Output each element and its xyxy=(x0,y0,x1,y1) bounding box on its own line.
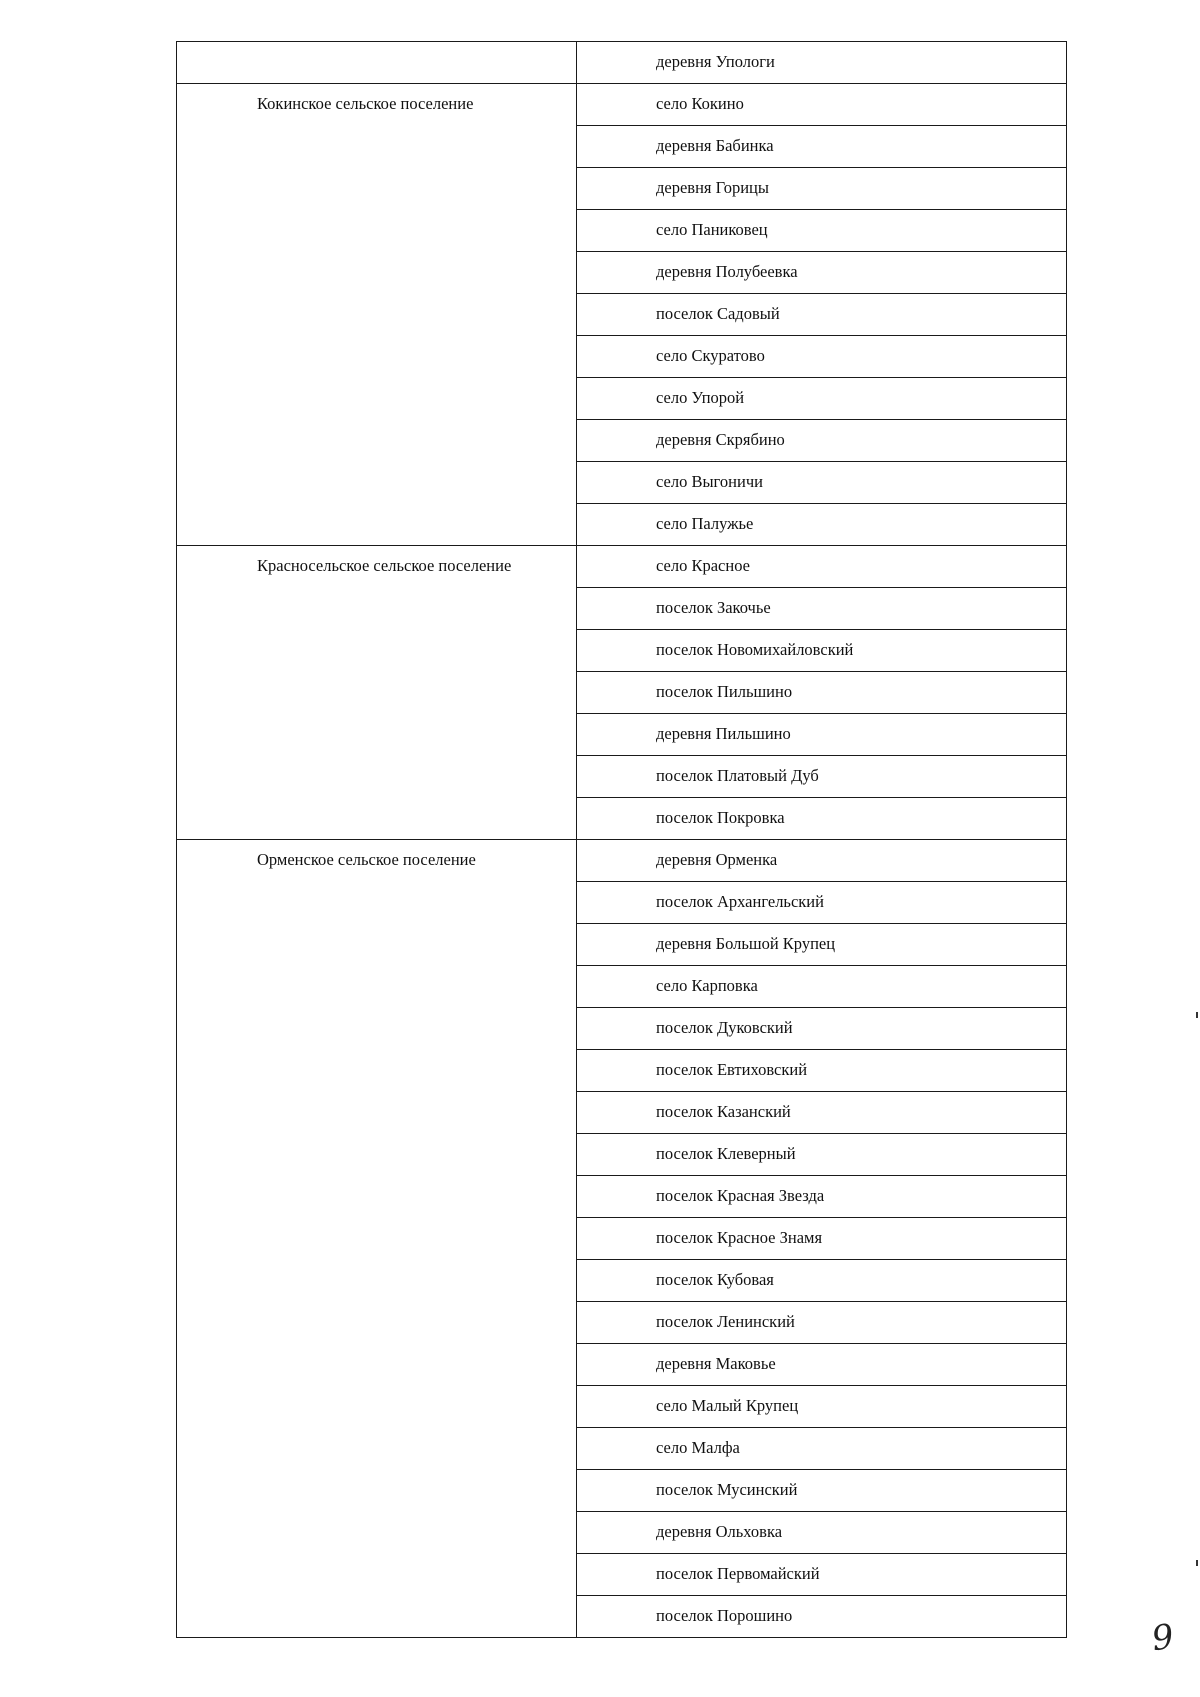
locality-cell xyxy=(577,1386,1067,1428)
locality-cell xyxy=(577,1092,1067,1134)
settlement-cell xyxy=(177,84,577,546)
locality-name: деревня Пильшино xyxy=(656,724,791,744)
locality-cell xyxy=(577,1134,1067,1176)
locality-cell xyxy=(577,504,1067,546)
locality-cell xyxy=(577,42,1067,84)
locality-name: деревня Скрябино xyxy=(656,430,785,450)
locality-name: поселок Клеверный xyxy=(656,1144,796,1164)
locality-cell xyxy=(577,630,1067,672)
locality-name: поселок Новомихайловский xyxy=(656,640,854,660)
locality-cell xyxy=(577,882,1067,924)
table-row xyxy=(177,840,1067,882)
locality-name: поселок Платовый Дуб xyxy=(656,766,819,786)
locality-cell xyxy=(577,1344,1067,1386)
locality-cell xyxy=(577,1260,1067,1302)
settlement-cell xyxy=(177,840,577,1638)
locality-name: поселок Красная Звезда xyxy=(656,1186,825,1206)
locality-name: село Палужье xyxy=(656,514,754,534)
locality-cell xyxy=(577,1512,1067,1554)
locality-name: деревня Ольховка xyxy=(656,1522,783,1542)
locality-cell xyxy=(577,1008,1067,1050)
locality-cell xyxy=(577,840,1067,882)
locality-name: село Малый Крупец xyxy=(656,1396,799,1416)
locality-cell xyxy=(577,336,1067,378)
locality-name: село Малфа xyxy=(656,1438,740,1458)
scan-margin-mark xyxy=(1196,1012,1198,1018)
locality-cell xyxy=(577,252,1067,294)
locality-name: село Кокино xyxy=(656,94,744,114)
locality-name: деревня Маковье xyxy=(656,1354,776,1374)
locality-name: деревня Бабинка xyxy=(656,136,774,156)
locality-name: село Выгоничи xyxy=(656,472,763,492)
locality-cell xyxy=(577,672,1067,714)
locality-name: поселок Ленинский xyxy=(656,1312,795,1332)
locality-name: село Скуратово xyxy=(656,346,765,366)
settlement-name: Орменское сельское поселение xyxy=(257,850,476,869)
settlements-table xyxy=(176,41,1067,1638)
locality-cell xyxy=(577,420,1067,462)
locality-cell xyxy=(577,1050,1067,1092)
locality-cell xyxy=(577,756,1067,798)
locality-name: село Упорой xyxy=(656,388,745,408)
locality-cell xyxy=(577,1218,1067,1260)
locality-name: деревня Полубеевка xyxy=(656,262,798,282)
locality-name: поселок Первомайский xyxy=(656,1564,820,1584)
locality-cell xyxy=(577,798,1067,840)
locality-name: поселок Садовый xyxy=(656,304,780,324)
locality-cell xyxy=(577,294,1067,336)
locality-cell xyxy=(577,1302,1067,1344)
locality-cell xyxy=(577,84,1067,126)
settlement-name: Кокинское сельское поселение xyxy=(257,94,474,113)
locality-name: поселок Мусинский xyxy=(656,1480,798,1500)
locality-name: поселок Пильшино xyxy=(656,682,793,702)
locality-name: поселок Евтиховский xyxy=(656,1060,808,1080)
locality-name: деревня Орменка xyxy=(656,850,778,870)
locality-cell xyxy=(577,1176,1067,1218)
locality-cell xyxy=(577,378,1067,420)
locality-name: поселок Покровка xyxy=(656,808,785,828)
locality-cell xyxy=(577,1554,1067,1596)
locality-cell xyxy=(577,588,1067,630)
scan-margin-mark xyxy=(1196,1560,1198,1566)
locality-name: поселок Порошино xyxy=(656,1606,793,1626)
locality-name: село Паниковец xyxy=(656,220,768,240)
locality-cell xyxy=(577,462,1067,504)
locality-cell xyxy=(577,168,1067,210)
locality-cell xyxy=(577,1596,1067,1638)
locality-name: деревня Упологи xyxy=(656,52,775,72)
locality-cell xyxy=(577,1470,1067,1512)
locality-cell xyxy=(577,966,1067,1008)
settlement-name xyxy=(177,42,576,54)
table-row xyxy=(177,84,1067,126)
page-number: 9 xyxy=(1149,1616,1177,1660)
locality-name: поселок Кубовая xyxy=(656,1270,774,1290)
locality-name: поселок Архангельский xyxy=(656,892,824,912)
locality-cell xyxy=(577,924,1067,966)
settlement-cell xyxy=(177,546,577,840)
locality-cell xyxy=(577,126,1067,168)
locality-name: поселок Закочье xyxy=(656,598,771,618)
locality-cell xyxy=(577,714,1067,756)
locality-cell xyxy=(577,546,1067,588)
locality-name: деревня Большой Крупец xyxy=(656,934,836,954)
settlement-cell xyxy=(177,42,577,84)
table-row xyxy=(177,42,1067,84)
table-row xyxy=(177,546,1067,588)
locality-cell xyxy=(577,210,1067,252)
locality-name: поселок Дуковский xyxy=(656,1018,793,1038)
locality-name: деревня Горицы xyxy=(656,178,769,198)
locality-cell xyxy=(577,1428,1067,1470)
settlements-table-body xyxy=(177,42,1067,1638)
locality-name: село Карповка xyxy=(656,976,758,996)
locality-name: поселок Красное Знамя xyxy=(656,1228,823,1248)
locality-name: село Красное xyxy=(656,556,750,576)
locality-name: поселок Казанский xyxy=(656,1102,791,1122)
settlement-name: Красносельское сельское поселение xyxy=(257,556,512,575)
